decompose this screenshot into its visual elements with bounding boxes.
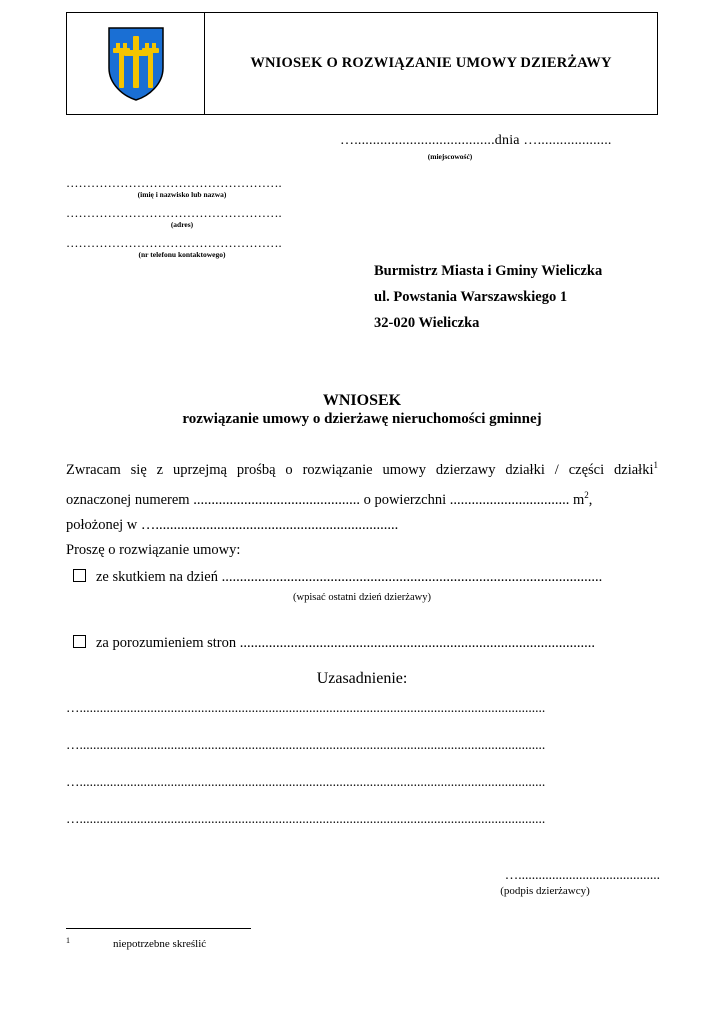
applicant-phone-line: …………………………………………….: [66, 236, 282, 250]
body-paragraph-4: Proszę o rozwiązanie umowy:: [66, 542, 241, 558]
addressee-line-1: Burmistrz Miasta i Gminy Wieliczka: [374, 263, 603, 279]
option-2-label: za porozumieniem stron ..................................................................................................: [96, 635, 595, 651]
option-2-row[interactable]: [66, 634, 658, 652]
square-meters-exponent: 2: [584, 490, 589, 500]
applicant-phone-caption: (nr telefonu kontaktowego): [138, 250, 226, 259]
signature-caption: (podpis dzierżawcy): [500, 885, 590, 897]
place-date-line: …......................................dnia …....................: [340, 133, 612, 148]
applicant-address-caption: (adres): [170, 220, 194, 229]
body-paragraph-2-text: oznaczonej numerem .............................................. o powierzchni ................................. m: [66, 491, 585, 508]
applicant-block: [66, 176, 366, 266]
document-title: WNIOSEK: [322, 392, 402, 409]
footnote: [66, 936, 206, 950]
option-1-label: ze skutkiem na dzień .........................................................................................................: [96, 569, 603, 585]
justification-heading: Uzasadnienie:: [316, 670, 408, 687]
justification-line-2: …..........................................................................................................................................: [66, 737, 546, 752]
document-subtitle: rozwiązanie umowy o dzierżawę nieruchomości gminnej: [182, 411, 542, 427]
signature-line: …..........................................: [504, 867, 660, 882]
addressee-line-2: ul. Powstania Warszawskiego 1: [374, 289, 568, 305]
justification-line-1: …..........................................................................................................................................: [66, 700, 546, 715]
body-paragraph-1-text: Zwracam się z uprzejmą prośbą o rozwiązanie umowy dzierzawy działki / części działki: [66, 461, 654, 478]
applicant-address-line: …………………………………………….: [66, 206, 282, 220]
footnote-marker: 1: [653, 460, 658, 470]
herb-wieliczki-icon: [107, 26, 165, 102]
place-date-caption: (miejscowość): [427, 152, 473, 161]
applicant-name-line: …………………………………………….: [66, 176, 282, 190]
justification-line-4: …..........................................................................................................................................: [66, 811, 546, 826]
footnote-number: 1: [66, 936, 70, 945]
addressee-block: [374, 258, 602, 336]
body-paragraph-3: położonej w …...................................................................: [66, 517, 399, 533]
checkbox-porozumienie-stron[interactable]: [73, 635, 86, 648]
justification-line-3: …..........................................................................................................................................: [66, 774, 546, 789]
checkbox-skutek-na-dzien[interactable]: [73, 569, 86, 582]
document-header-title: WNIOSEK O ROZWIĄZANIE UMOWY DZIERŻAWY: [250, 55, 612, 71]
applicant-name-caption: (imię i nazwisko lub nazwa): [137, 190, 227, 199]
addressee-line-3: 32-020 Wieliczka: [374, 315, 480, 331]
header-table: [66, 12, 658, 115]
option-1-row[interactable]: [66, 568, 658, 586]
footnote-separator: [66, 928, 251, 929]
footnote-text: niepotrzebne skreślić: [113, 938, 207, 951]
body-paragraph-2-tail: ,: [588, 491, 593, 508]
header-logo-cell: [67, 13, 205, 114]
header-title-cell: [205, 13, 657, 114]
option-1-caption: (wpisać ostatni dzień dzierżawy): [293, 592, 431, 603]
